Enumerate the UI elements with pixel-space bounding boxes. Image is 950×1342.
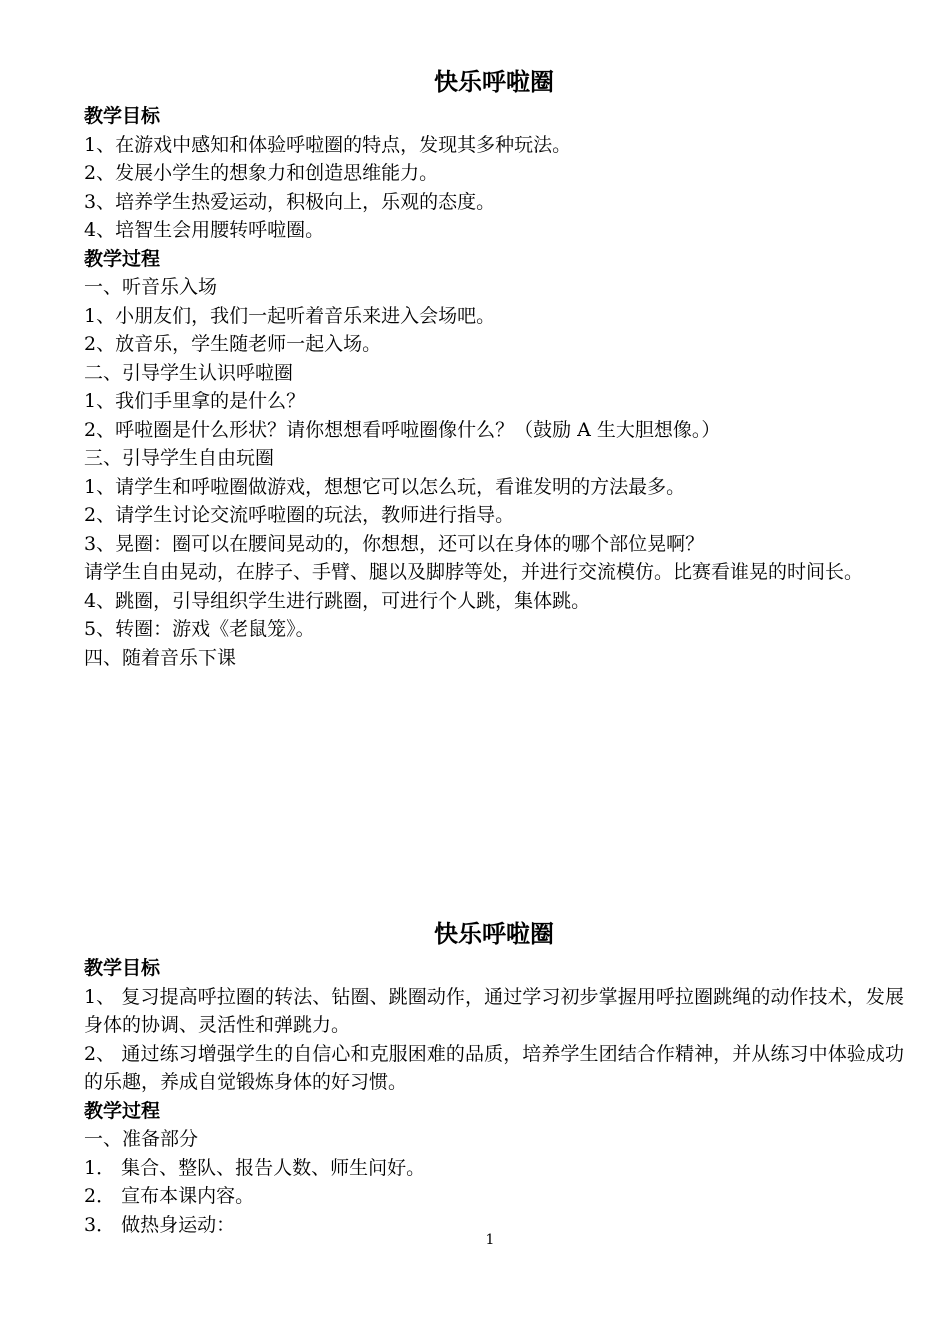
lesson-plan-section-1 <box>84 62 904 672</box>
goal-item: 4、培智生会用腰转呼啦圈。 <box>84 219 325 241</box>
process-step: 1、我们手里拿的是什么？ <box>84 390 306 412</box>
process-step: 5、转圈：游戏《老鼠笼》。 <box>84 618 315 640</box>
process-step: 2、请学生讨论交流呼啦圈的玩法，教师进行指导。 <box>84 504 515 526</box>
section-title: 快乐呼啦圈 <box>434 920 554 948</box>
process-heading: 教学过程 <box>84 247 161 270</box>
process-step: 1、请学生和呼啦圈做游戏，想想它可以怎么玩，看谁发明的方法最多。 <box>84 475 686 498</box>
process-step: 1、小朋友们，我们一起听着音乐来进入会场吧。 <box>84 304 496 327</box>
process-step: 一、准备部分 <box>84 1128 199 1150</box>
process-paragraph: 请学生自由晃动，在脖子、手臂、腿以及脚脖等处，并进行交流模仿。比赛看谁晃的时间长。 <box>84 561 864 583</box>
goal-item: 1、 复习提高呼拉圈的转法、钻圈、跳圈动作，通过学习初步掌握用呼拉圈跳绳的动作技术，发展身体的协调、灵活性和弹跳力。 <box>84 985 904 1036</box>
process-step: 一、听音乐入场 <box>84 276 218 298</box>
process-step: 4、跳圈，引导组织学生进行跳圈，可进行个人跳，集体跳。 <box>84 589 591 612</box>
goal-item: 3、培养学生热爱运动，积极向上，乐观的态度。 <box>84 190 496 213</box>
process-step: 二、引导学生认识呼啦圈 <box>84 361 294 384</box>
process-heading: 教学过程 <box>84 1099 161 1122</box>
process-step: 三、引导学生自由玩圈 <box>84 447 275 469</box>
lesson-plan-section-2 <box>84 914 904 1239</box>
process-step: 2． 宣布本课内容。 <box>84 1185 255 1207</box>
process-step: 2、呼啦圈是什么形状？请你想想看呼啦圈像什么？（鼓励 A 生大胆想像。） <box>84 418 721 441</box>
goals-heading: 教学目标 <box>84 105 161 127</box>
process-step: 四、随着音乐下课 <box>84 646 237 669</box>
process-step: 3、晃圈：圈可以在腰间晃动的，你想想，还可以在身体的哪个部位晃啊？ <box>84 532 705 555</box>
section-title: 快乐呼啦圈 <box>434 68 554 96</box>
goal-item: 1、在游戏中感知和体验呼啦圈的特点，发现其多种玩法。 <box>84 133 572 156</box>
page-number: 1 <box>485 1232 495 1248</box>
process-step: 1． 集合、整队、报告人数、师生问好。 <box>84 1156 426 1179</box>
goal-item: 2、 通过练习增强学生的自信心和克服困难的品质，培养学生团结合作精神，并从练习中体验成功的乐趣，养成自觉锻炼身体的好习惯。 <box>84 1042 904 1093</box>
goal-item: 2、发展小学生的想象力和创造思维能力。 <box>84 162 439 184</box>
goals-heading: 教学目标 <box>84 957 161 979</box>
process-step: 3． 做热身运动： <box>84 1213 236 1236</box>
process-step: 2、放音乐，学生随老师一起入场。 <box>84 333 382 355</box>
